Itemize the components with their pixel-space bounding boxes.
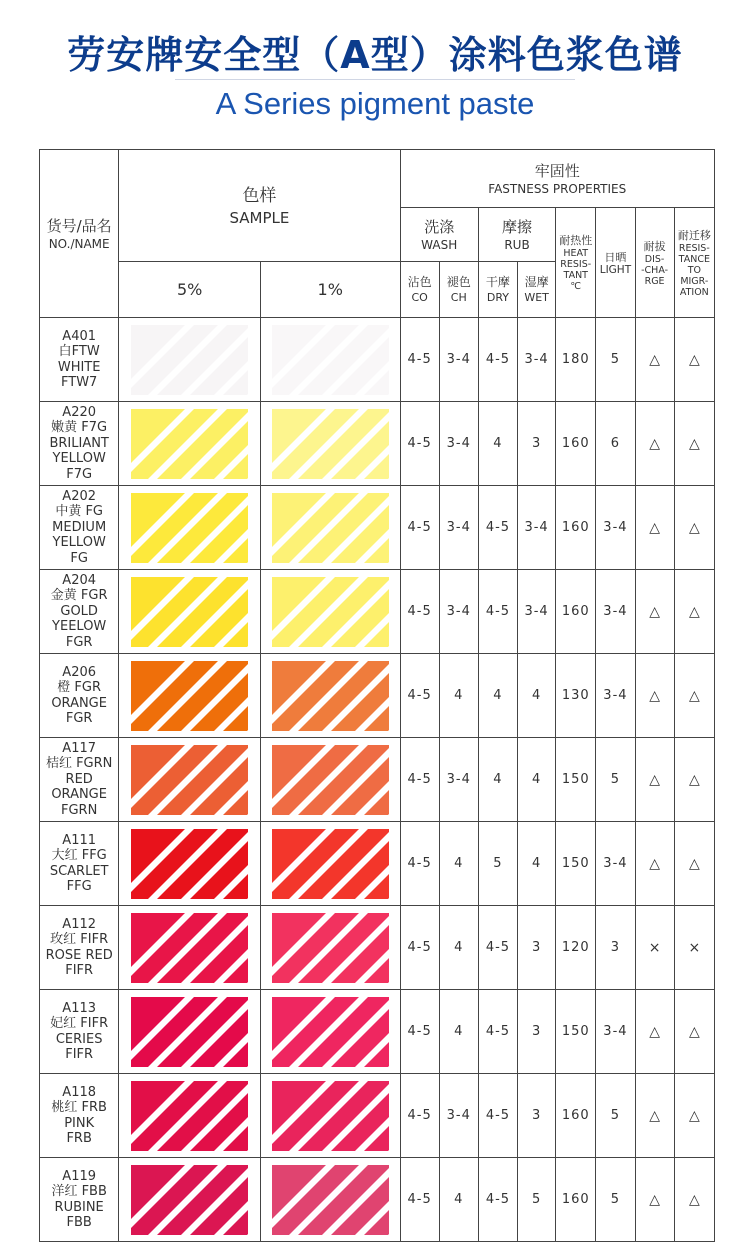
rating-mig: △	[674, 654, 714, 738]
rating-wet: 4	[518, 654, 556, 738]
color-swatch-c1	[272, 913, 389, 983]
rating-co: 4-5	[400, 990, 439, 1074]
rating-dry: 4-5	[478, 570, 517, 654]
color-swatch-c5	[131, 745, 248, 815]
table-row	[40, 1074, 715, 1158]
product-name-line: 妃红 FIFR	[50, 1016, 109, 1031]
product-name-line: FGRN	[61, 802, 98, 818]
rating-heat: 160	[556, 402, 596, 486]
product-name-line: YELLOW	[52, 451, 106, 467]
product-name-line: A111	[62, 832, 97, 848]
rating-dis: △	[635, 486, 674, 570]
sample-1pct	[260, 822, 400, 906]
header-ch-en: CH	[450, 290, 467, 304]
rating-dry: 4-5	[478, 1158, 517, 1242]
header-sample-en: SAMPLE	[229, 208, 290, 227]
rating-dry: 5	[478, 822, 517, 906]
product-name-line: WHITE	[57, 359, 101, 375]
sample-5pct	[119, 906, 261, 990]
rating-mig: △	[674, 318, 714, 402]
color-swatch-c1	[272, 745, 389, 815]
product-name-line: 嫩黄 F7G	[51, 420, 108, 436]
product-name-line: FGR	[65, 634, 93, 650]
table-row	[40, 906, 715, 990]
rating-wet: 3	[518, 1074, 556, 1158]
header-wet-en: WET	[524, 290, 549, 304]
sample-1pct	[260, 486, 400, 570]
product-name	[40, 822, 119, 906]
sample-1pct	[260, 654, 400, 738]
rating-light: 3-4	[596, 654, 635, 738]
rating-co: 4-5	[400, 906, 439, 990]
header-dry-en: DRY	[486, 290, 509, 304]
sample-5pct	[119, 738, 261, 822]
table-row	[40, 738, 715, 822]
rating-wet: 5	[518, 1158, 556, 1242]
rating-light: 3	[596, 906, 635, 990]
rating-mig: △	[674, 990, 714, 1074]
rating-mig: △	[674, 402, 714, 486]
sample-5pct	[119, 1158, 261, 1242]
rating-ch: 3-4	[439, 318, 478, 402]
product-name	[40, 1074, 119, 1158]
rating-co: 4-5	[400, 318, 439, 402]
page-title: 劳安牌安全型（A型）涂料色浆色谱	[67, 33, 683, 77]
product-name-line: A117	[62, 740, 97, 756]
product-name-line: YEELOW	[52, 619, 107, 635]
header-pct5: 5%	[119, 262, 261, 318]
product-name-line: 金黄 FGR	[50, 588, 108, 604]
rating-mig: △	[674, 1074, 714, 1158]
rating-heat: 160	[556, 486, 596, 570]
product-name-line: F7G	[66, 466, 93, 482]
product-name-line: ROSE RED	[45, 947, 113, 963]
product-name-line: A112	[62, 916, 97, 932]
product-name-line: A401	[62, 328, 97, 344]
product-name-line: GOLD	[60, 603, 98, 619]
product-name	[40, 990, 119, 1074]
product-name-line: 玫红 FIFR	[50, 932, 109, 947]
table-row	[40, 402, 715, 486]
product-name-line: A113	[62, 1000, 97, 1016]
header-wash-cn: 洗涤	[424, 217, 455, 236]
header-wash	[400, 208, 478, 262]
header-fastness-en: FASTNESS PROPERTIES	[488, 181, 627, 196]
rating-dry: 4-5	[478, 1074, 517, 1158]
color-swatch-c1	[272, 661, 389, 731]
product-name-line: 洋红 FBB	[51, 1184, 107, 1199]
sample-5pct	[119, 570, 261, 654]
rating-ch: 4	[439, 1158, 478, 1242]
header-fastness-cn: 牢固性	[534, 161, 580, 180]
color-swatch-c1	[272, 409, 389, 479]
header-mig-cn: 耐迁移	[677, 228, 711, 242]
rating-heat: 160	[556, 1158, 596, 1242]
header-dry	[478, 262, 517, 318]
header-wash-en: WASH	[421, 237, 458, 252]
product-name-line: FIFR	[65, 963, 94, 978]
rating-dry: 4	[478, 402, 517, 486]
header-light	[596, 208, 635, 318]
rating-light: 3-4	[596, 822, 635, 906]
header-pct1: 1%	[260, 262, 400, 318]
color-swatch-c1	[272, 1081, 389, 1151]
product-name-line: FRB	[66, 1131, 92, 1146]
table-row	[40, 570, 715, 654]
header-mig-l3: TO	[687, 264, 701, 276]
header-sample	[119, 150, 400, 262]
rating-heat: 150	[556, 990, 596, 1074]
color-swatch-c1	[272, 829, 389, 899]
rating-co: 4-5	[400, 1158, 439, 1242]
rating-dis: △	[635, 402, 674, 486]
product-name-line: A220	[62, 404, 97, 420]
rating-dis: ×	[635, 906, 674, 990]
rating-wet: 3-4	[518, 570, 556, 654]
header-rub-cn: 摩擦	[502, 217, 533, 236]
rating-dry: 4-5	[478, 906, 517, 990]
sample-1pct	[260, 318, 400, 402]
product-name-line: CERIES	[55, 1031, 103, 1047]
product-name-line: FBB	[66, 1215, 92, 1230]
rating-ch: 3-4	[439, 402, 478, 486]
rating-wet: 3	[518, 906, 556, 990]
header-heat-unit: ℃	[570, 281, 582, 292]
header-wet	[518, 262, 556, 318]
rating-ch: 4	[439, 990, 478, 1074]
table-row	[40, 822, 715, 906]
header-dis-l3: RGE	[644, 275, 665, 287]
color-chart-table	[39, 149, 715, 1242]
rating-wet: 3-4	[518, 318, 556, 402]
product-name-line: A119	[62, 1168, 97, 1184]
rating-co: 4-5	[400, 1074, 439, 1158]
color-swatch-c5	[131, 661, 248, 731]
table-row	[40, 1158, 715, 1242]
header-co	[400, 262, 439, 318]
product-name-line: BRILIANT	[49, 435, 109, 451]
product-name	[40, 570, 119, 654]
rating-mig: △	[674, 1158, 714, 1242]
rating-co: 4-5	[400, 654, 439, 738]
rating-dis: △	[635, 738, 674, 822]
header-heat-cn: 耐热性	[559, 234, 593, 247]
header-heat-l1: HEAT	[563, 248, 589, 259]
sample-5pct	[119, 318, 261, 402]
product-name-line: PINK	[64, 1115, 95, 1131]
rating-mig: △	[674, 486, 714, 570]
title-divider	[175, 79, 575, 80]
color-swatch-c5	[131, 325, 248, 395]
product-name	[40, 906, 119, 990]
product-name-line: YELLOW	[52, 535, 106, 551]
sample-5pct	[119, 402, 261, 486]
page-subtitle: A Series pigment paste	[215, 86, 535, 121]
product-name-line: 白FTW	[58, 344, 100, 359]
header-heat-l3: TANT	[563, 270, 588, 281]
rating-dry: 4-5	[478, 318, 517, 402]
color-swatch-c1	[272, 577, 389, 647]
rating-wet: 3	[518, 402, 556, 486]
header-ch-cn: 褪色	[446, 274, 471, 289]
header-rub-en: RUB	[504, 237, 530, 252]
product-name-line: 橙 FGR	[57, 680, 102, 695]
header-id	[40, 150, 119, 318]
rating-light: 5	[596, 1074, 635, 1158]
rating-wet: 3	[518, 990, 556, 1074]
sample-1pct	[260, 1158, 400, 1242]
color-swatch-c1	[272, 997, 389, 1067]
product-name	[40, 318, 119, 402]
rating-heat: 120	[556, 906, 596, 990]
product-name-line: A202	[62, 488, 97, 504]
product-name-line: FTW7	[61, 375, 98, 390]
rating-dry: 4-5	[478, 486, 517, 570]
header-id-cn: 货号/品名	[46, 216, 112, 235]
color-swatch-c5	[131, 829, 248, 899]
rating-co: 4-5	[400, 822, 439, 906]
rating-light: 5	[596, 1158, 635, 1242]
product-name	[40, 1158, 119, 1242]
product-name-line: 桔红 FGRN	[45, 756, 113, 772]
table-row	[40, 318, 715, 402]
sample-1pct	[260, 906, 400, 990]
header-co-en: CO	[411, 290, 428, 304]
header-dry-cn: 干摩	[485, 274, 510, 289]
product-name-line: ORANGE	[51, 695, 107, 711]
color-swatch-c5	[131, 997, 248, 1067]
rating-dis: △	[635, 318, 674, 402]
product-name-line: 中黄 FG	[55, 504, 103, 520]
rating-heat: 150	[556, 738, 596, 822]
rating-ch: 3-4	[439, 1074, 478, 1158]
header-ch	[439, 262, 478, 318]
rating-mig: △	[674, 822, 714, 906]
product-name-line: FG	[70, 550, 88, 566]
color-swatch-c5	[131, 577, 248, 647]
rating-co: 4-5	[400, 402, 439, 486]
rating-heat: 160	[556, 570, 596, 654]
product-name	[40, 654, 119, 738]
rating-light: 3-4	[596, 486, 635, 570]
header-mig-l5: ATION	[679, 286, 709, 298]
rating-dry: 4	[478, 654, 517, 738]
header-dis-l1: DIS-	[644, 253, 665, 265]
header-mig-l4: MIGR-	[680, 275, 709, 287]
rating-heat: 130	[556, 654, 596, 738]
rating-heat: 160	[556, 1074, 596, 1158]
rating-mig: △	[674, 570, 714, 654]
product-name-line: ORANGE	[51, 787, 107, 803]
rating-ch: 4	[439, 654, 478, 738]
header-wet-cn: 湿摩	[524, 274, 549, 289]
product-name-line: FGR	[65, 711, 93, 726]
rating-wet: 3-4	[518, 486, 556, 570]
product-name	[40, 402, 119, 486]
rating-dis: △	[635, 654, 674, 738]
rating-dis: △	[635, 822, 674, 906]
color-swatch-c1	[272, 1165, 389, 1235]
color-swatch-c5	[131, 493, 248, 563]
sample-1pct	[260, 570, 400, 654]
rating-ch: 4	[439, 906, 478, 990]
sample-1pct	[260, 1074, 400, 1158]
rating-light: 5	[596, 318, 635, 402]
rating-dis: △	[635, 1158, 674, 1242]
header-discharge	[635, 208, 674, 318]
product-name-line: RED	[65, 771, 93, 787]
rating-dry: 4	[478, 738, 517, 822]
rating-dis: △	[635, 570, 674, 654]
rating-light: 5	[596, 738, 635, 822]
sample-5pct	[119, 822, 261, 906]
header-mig-l1: RESIS-	[678, 242, 710, 254]
table-row	[40, 654, 715, 738]
header-id-en: NO./NAME	[48, 236, 110, 251]
sample-5pct	[119, 654, 261, 738]
product-name-line: 大红 FFG	[51, 848, 107, 863]
sample-5pct	[119, 1074, 261, 1158]
rating-light: 3-4	[596, 570, 635, 654]
rating-co: 4-5	[400, 738, 439, 822]
color-swatch-c5	[131, 1081, 248, 1151]
table-row	[40, 990, 715, 1074]
rating-wet: 4	[518, 822, 556, 906]
header-rub	[478, 208, 555, 262]
product-name-line: 桃红 FRB	[51, 1100, 107, 1115]
color-swatch-c5	[131, 409, 248, 479]
rating-ch: 4	[439, 822, 478, 906]
header-light-cn: 日晒	[604, 250, 627, 264]
product-name-line: MEDIUM	[52, 519, 107, 535]
product-name-line: A204	[62, 572, 97, 588]
product-name-line: FFG	[66, 879, 92, 894]
sample-5pct	[119, 486, 261, 570]
product-name-line: FIFR	[65, 1047, 94, 1062]
product-name	[40, 738, 119, 822]
rating-dis: △	[635, 990, 674, 1074]
header-co-cn: 沾色	[407, 274, 432, 289]
sample-1pct	[260, 402, 400, 486]
sample-1pct	[260, 738, 400, 822]
color-swatch-c5	[131, 913, 248, 983]
header-migration	[674, 208, 714, 318]
color-swatch-c1	[272, 493, 389, 563]
rating-light: 3-4	[596, 990, 635, 1074]
rating-ch: 3-4	[439, 486, 478, 570]
header-dis-l2: -CHA-	[641, 264, 669, 276]
rating-wet: 4	[518, 738, 556, 822]
rating-co: 4-5	[400, 486, 439, 570]
rating-dis: △	[635, 1074, 674, 1158]
color-swatch-c1	[272, 325, 389, 395]
product-name-line: A206	[62, 664, 97, 680]
sample-1pct	[260, 990, 400, 1074]
rating-ch: 3-4	[439, 570, 478, 654]
rating-mig: △	[674, 738, 714, 822]
header-dis-cn: 耐拔	[643, 239, 666, 253]
product-name-line: SCARLET	[49, 863, 109, 879]
product-name-line: A118	[62, 1084, 97, 1100]
header-light-en: LIGHT	[599, 263, 632, 276]
rating-ch: 3-4	[439, 738, 478, 822]
rating-light: 6	[596, 402, 635, 486]
header-sample-cn: 色样	[242, 185, 277, 206]
rating-dry: 4-5	[478, 990, 517, 1074]
header-heat	[556, 208, 596, 318]
rating-heat: 150	[556, 822, 596, 906]
sample-5pct	[119, 990, 261, 1074]
header-fastness	[400, 150, 714, 208]
header-mig-l2: TANCE	[678, 253, 710, 265]
product-name-line: RUBINE	[54, 1199, 104, 1215]
color-swatch-c5	[131, 1165, 248, 1235]
rating-mig: ×	[674, 906, 714, 990]
header-heat-l2: RESIS-	[560, 259, 592, 270]
rating-co: 4-5	[400, 570, 439, 654]
rating-heat: 180	[556, 318, 596, 402]
table-row	[40, 486, 715, 570]
product-name	[40, 486, 119, 570]
